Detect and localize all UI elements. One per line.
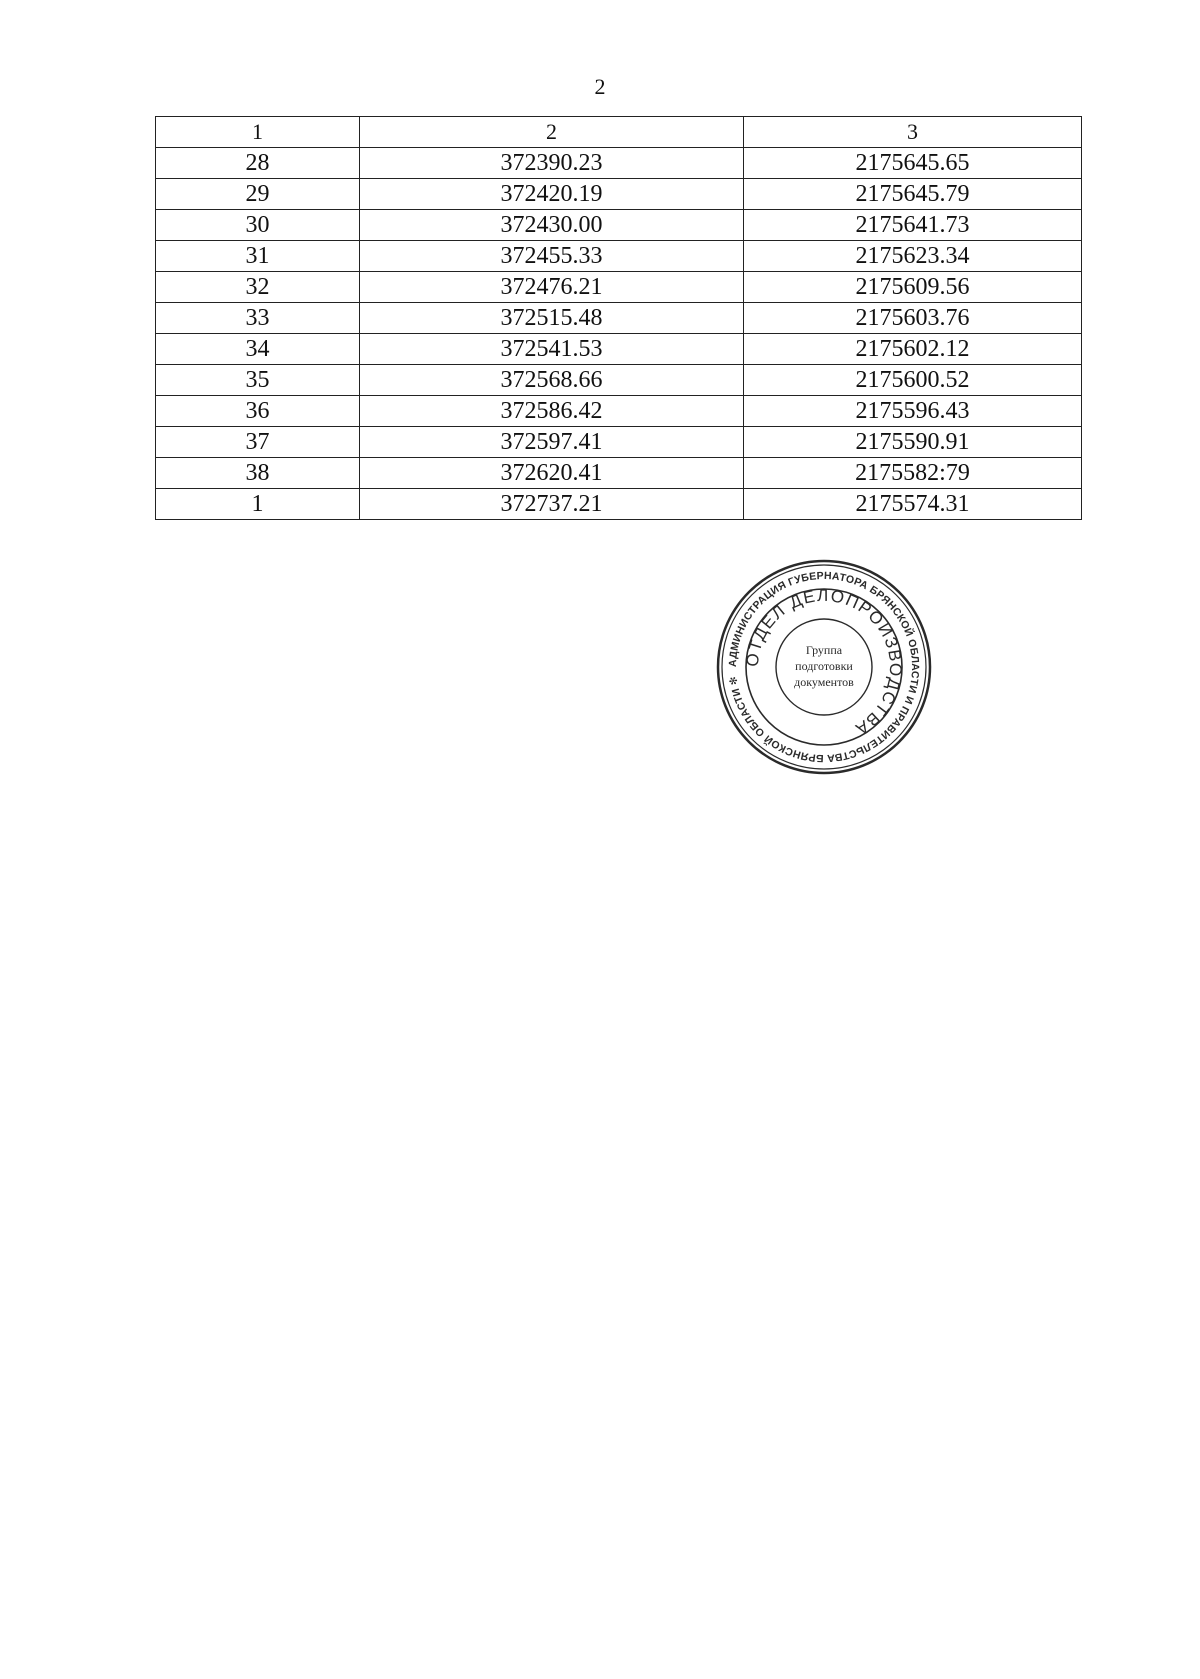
table-row: [156, 241, 1082, 272]
y-coordinate-cell: 2175623.34: [744, 241, 1082, 272]
point-number-cell: 38: [156, 458, 360, 489]
table-row: [156, 458, 1082, 489]
seal-center-line: документов: [794, 675, 854, 689]
table-row: [156, 303, 1082, 334]
official-seal-stamp: [714, 557, 934, 777]
x-coordinate-cell: 372737.21: [360, 489, 744, 520]
point-number-cell: 36: [156, 396, 360, 427]
point-number-cell: 35: [156, 365, 360, 396]
x-coordinate-cell: 372568.66: [360, 365, 744, 396]
x-coordinate-cell: 372430.00: [360, 210, 744, 241]
y-coordinate-cell: 2175574.31: [744, 489, 1082, 520]
table-row: [156, 334, 1082, 365]
coordinates-table: [155, 116, 1082, 520]
x-coordinate-cell: 372390.23: [360, 148, 744, 179]
point-number-cell: 29: [156, 179, 360, 210]
table-row: [156, 427, 1082, 458]
table-row: [156, 365, 1082, 396]
point-number-cell: 30: [156, 210, 360, 241]
y-coordinate-cell: 2175641.73: [744, 210, 1082, 241]
seal-outer-text: АДМИНИСТРАЦИЯ ГУБЕРНАТОРА БРЯНСКОЙ ОБЛАСТИ И ПРАВИТЕЛЬСТВА БРЯНСКОЙ ОБЛАСТИ ✻: [726, 569, 922, 765]
y-coordinate-cell: 2175596.43: [744, 396, 1082, 427]
x-coordinate-cell: 372455.33: [360, 241, 744, 272]
header-cell-x: 2: [360, 117, 744, 148]
x-coordinate-cell: 372620.41: [360, 458, 744, 489]
y-coordinate-cell: 2175645.79: [744, 179, 1082, 210]
point-number-cell: 37: [156, 427, 360, 458]
x-coordinate-cell: 372420.19: [360, 179, 744, 210]
point-number-cell: 1: [156, 489, 360, 520]
table-row: [156, 210, 1082, 241]
table-row: [156, 272, 1082, 303]
point-number-cell: 34: [156, 334, 360, 365]
table-header-row: [156, 117, 1082, 148]
x-coordinate-cell: 372476.21: [360, 272, 744, 303]
point-number-cell: 33: [156, 303, 360, 334]
point-number-cell: 32: [156, 272, 360, 303]
y-coordinate-cell: 2175600.52: [744, 365, 1082, 396]
seal-inner-text: ОТДЕЛ ДЕЛОПРОИЗВОДСТВА: [742, 585, 906, 740]
table-row: [156, 179, 1082, 210]
y-coordinate-cell: 2175609.56: [744, 272, 1082, 303]
x-coordinate-cell: 372586.42: [360, 396, 744, 427]
header-cell-point: 1: [156, 117, 360, 148]
y-coordinate-cell: 2175645.65: [744, 148, 1082, 179]
header-cell-y: 3: [744, 117, 1082, 148]
y-coordinate-cell: 2175603.76: [744, 303, 1082, 334]
x-coordinate-cell: 372541.53: [360, 334, 744, 365]
table-row: [156, 489, 1082, 520]
seal-center-line: Группа: [805, 643, 843, 657]
point-number-cell: 28: [156, 148, 360, 179]
x-coordinate-cell: 372515.48: [360, 303, 744, 334]
point-number-cell: 31: [156, 241, 360, 272]
x-coordinate-cell: 372597.41: [360, 427, 744, 458]
y-coordinate-cell: 2175590.91: [744, 427, 1082, 458]
table-row: [156, 396, 1082, 427]
y-coordinate-cell: 2175582:79: [744, 458, 1082, 489]
page-number: 2: [594, 74, 606, 99]
seal-center-line: подготовки: [795, 659, 853, 673]
y-coordinate-cell: 2175602.12: [744, 334, 1082, 365]
table-row: [156, 148, 1082, 179]
